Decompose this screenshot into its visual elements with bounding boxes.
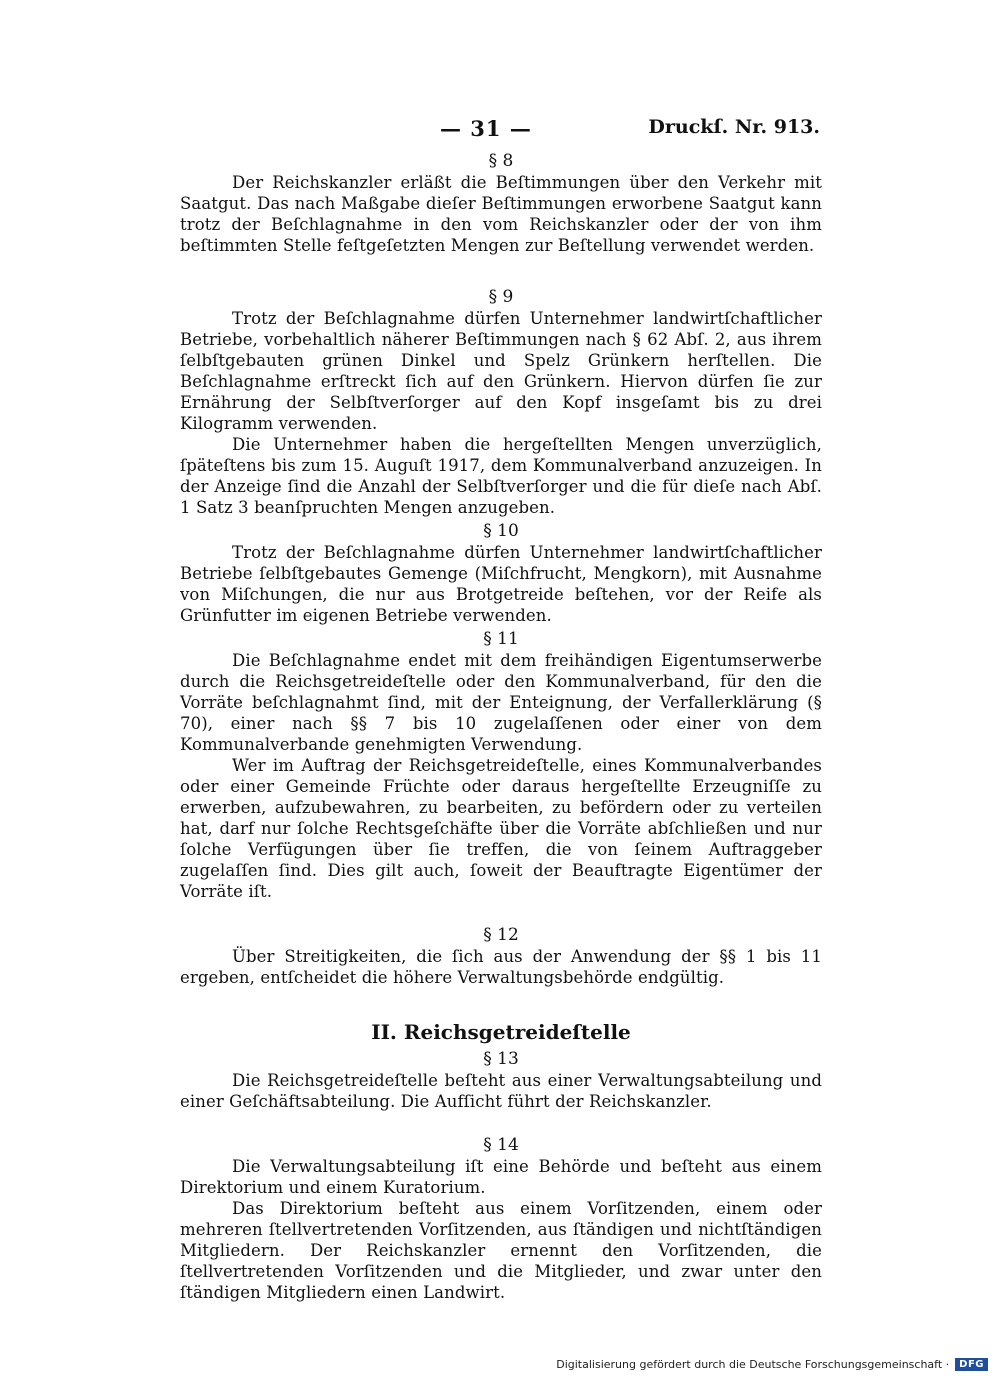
page-header bbox=[0, 116, 1000, 146]
section-heading-14: § 14 bbox=[483, 1135, 519, 1155]
section-heading-13: § 13 bbox=[483, 1049, 519, 1069]
section-14-paragraph-2: Das Direktorium beſteht aus einem Vorſitzenden, einem oder mehreren ſtellvertretenden Vorſitzenden, aus ſtändigen und nichtſtändigen Mitgliedern. Der Reichskanzler ernennt den Vorſitzenden, die ſtellvertretenden Vorſitzenden und die Mitglieder, und zwar unter den ſtändigen Mitgliedern einen Landwirt. bbox=[180, 1199, 822, 1302]
section-10-paragraph-1: Trotz der Beſchlagnahme dürfen Unternehmer landwirtſchaftlicher Betriebe ſelbſtgebautes Gemenge (Miſchfrucht, Mengkorn), mit Ausnahme von Miſchungen, die nur aus Brotgetreide beſtehen, vor der Reife als Grünfutter im eigenen Betriebe verwenden. bbox=[180, 543, 822, 625]
section-14-paragraph-1: Die Verwaltungsabteilung iſt eine Behörde und beſteht aus einem Direktorium und einem Kuratorium. bbox=[180, 1157, 822, 1197]
section-heading-12: § 12 bbox=[483, 925, 519, 945]
section-heading-9: § 9 bbox=[488, 287, 514, 307]
dfg-logo: DFG bbox=[955, 1358, 988, 1371]
section-heading-10: § 10 bbox=[483, 521, 519, 541]
footer-credit-text: Digitalisierung gefördert durch die Deutsche Forschungsgemeinschaft · bbox=[556, 1358, 950, 1371]
section-heading-11: § 11 bbox=[483, 629, 519, 649]
section-heading-8: § 8 bbox=[488, 151, 514, 171]
digitization-footer bbox=[556, 1358, 988, 1371]
print-reference: Druckſ. Nr. 913. bbox=[648, 116, 820, 138]
page-number: — 31 — bbox=[440, 116, 532, 141]
section-8-paragraph-1: Der Reichskanzler erläßt die Beſtimmungen über den Verkehr mit Saatgut. Das nach Maßgabe dieſer Beſtimmungen erworbene Saatgut kann trotz der Beſchlagnahme in den vom Reichskanzler oder der von ihm beſtimmten Stelle feſtgeſetzten Mengen zur Beſtellung verwendet werden. bbox=[180, 173, 822, 255]
chapter-title: II. Reichsgetreideſtelle bbox=[371, 1020, 631, 1044]
main-text bbox=[180, 150, 822, 1303]
section-11-paragraph-1: Die Beſchlagnahme endet mit dem freihändigen Eigentumserwerbe durch die Reichsgetreideſtelle oder den Kommunalverband, für den die Vorräte beſchlagnahmt ſind, mit der Enteignung, der Verfallerklärung (§ 70), einer nach §§ 7 bis 10 zugelaſſenen oder einer von dem Kommunalverbande genehmigten Verwendung. bbox=[180, 651, 822, 754]
section-12-paragraph-1: Über Streitigkeiten, die ſich aus der Anwendung der §§ 1 bis 11 ergeben, entſcheidet die höhere Verwaltungsbehörde endgültig. bbox=[180, 947, 822, 987]
section-13-paragraph-1: Die Reichsgetreideſtelle beſteht aus einer Verwaltungsabteilung und einer Geſchäftsabteilung. Die Aufſicht führt der Reichskanzler. bbox=[180, 1071, 822, 1111]
section-11-paragraph-2: Wer im Auftrag der Reichsgetreideſtelle, eines Kommunalverbandes oder einer Gemeinde Früchte oder daraus hergeſtellte Erzeugniſſe zu erwerben, aufzubewahren, zu bearbeiten, zu befördern oder zu verteilen hat, darf nur ſolche Rechtsgeſchäfte über die Vorräte abſchließen und nur ſolche Verfügungen über ſie treffen, die von ſeinem Auftraggeber zugelaſſen ſind. Dies gilt auch, ſoweit der Beauftragte Eigentümer der Vorräte iſt. bbox=[180, 756, 822, 901]
section-9-paragraph-2: Die Unternehmer haben die hergeſtellten Mengen unverzüglich, ſpäteſtens bis zum 15. Auguſt 1917, dem Kommunalverband anzuzeigen. In der Anzeige ſind die Anzahl der Selbſtverſorger und die für dieſe nach Abſ. 1 Satz 3 beanſpruchten Mengen anzugeben. bbox=[180, 435, 822, 517]
section-9-paragraph-1: Trotz der Beſchlagnahme dürfen Unternehmer landwirtſchaftlicher Betriebe, vorbehaltlich näherer Beſtimmungen nach § 62 Abſ. 2, aus ihrem ſelbſtgebauten grünen Dinkel und Spelz Grünkern herſtellen. Die Beſchlagnahme erſtreckt ſich auf den Grünkern. Hiervon dürfen ſie zur Ernährung der Selbſtverſorger auf den Kopf insgeſamt bis zu drei Kilogramm verwenden. bbox=[180, 309, 822, 433]
